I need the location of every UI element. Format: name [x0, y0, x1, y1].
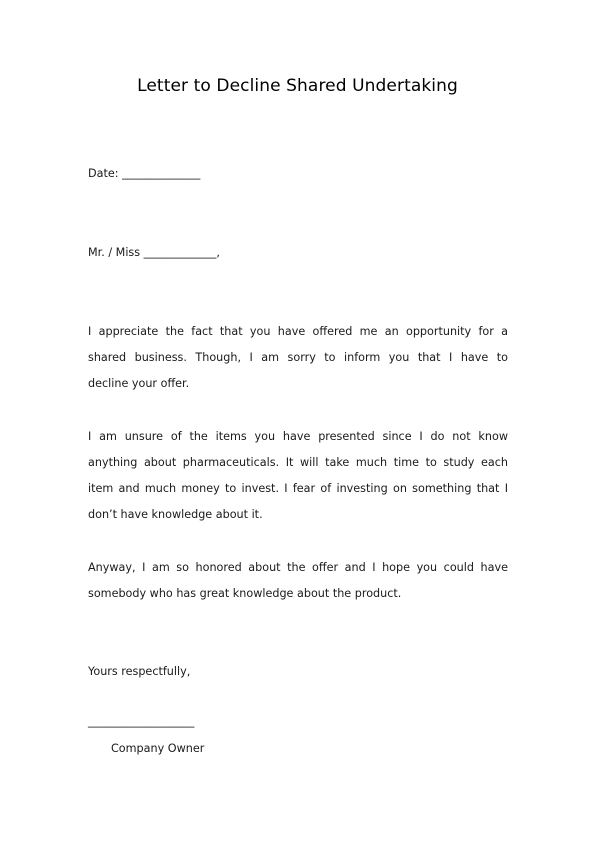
paragraph-line: I am unsure of the items you have presented since I do not know [88, 430, 508, 443]
paragraph-line: I appreciate the fact that you have offered me an opportunity for a [88, 325, 508, 338]
paragraph-appreciation [88, 319, 508, 397]
signer-role: Company Owner [111, 742, 205, 755]
date-line: Date: ______________ [88, 167, 201, 180]
paragraph-line: anything about pharmaceuticals. It will take much time to study each [88, 456, 508, 469]
paragraph-line: item and much money to invest. I fear of investing on something that I [88, 482, 508, 495]
paragraph-line: shared business. Though, I am sorry to inform you that I have to [88, 351, 508, 364]
signature-line: ___________________ [88, 715, 195, 728]
salutation: Mr. / Miss _____________, [88, 246, 220, 259]
paragraph-line: somebody who has great knowledge about the product. [88, 587, 402, 600]
paragraph-line: don’t have knowledge about it. [88, 508, 263, 521]
closing: Yours respectfully, [88, 665, 191, 678]
paragraph-line: Anyway, I am so honored about the offer and I hope you could have [88, 561, 508, 574]
page-title: Letter to Decline Shared Undertaking [137, 76, 458, 96]
paragraph-closing-remarks [88, 555, 508, 607]
paragraph-line: decline your offer. [88, 377, 190, 390]
paragraph-reason [88, 424, 508, 528]
